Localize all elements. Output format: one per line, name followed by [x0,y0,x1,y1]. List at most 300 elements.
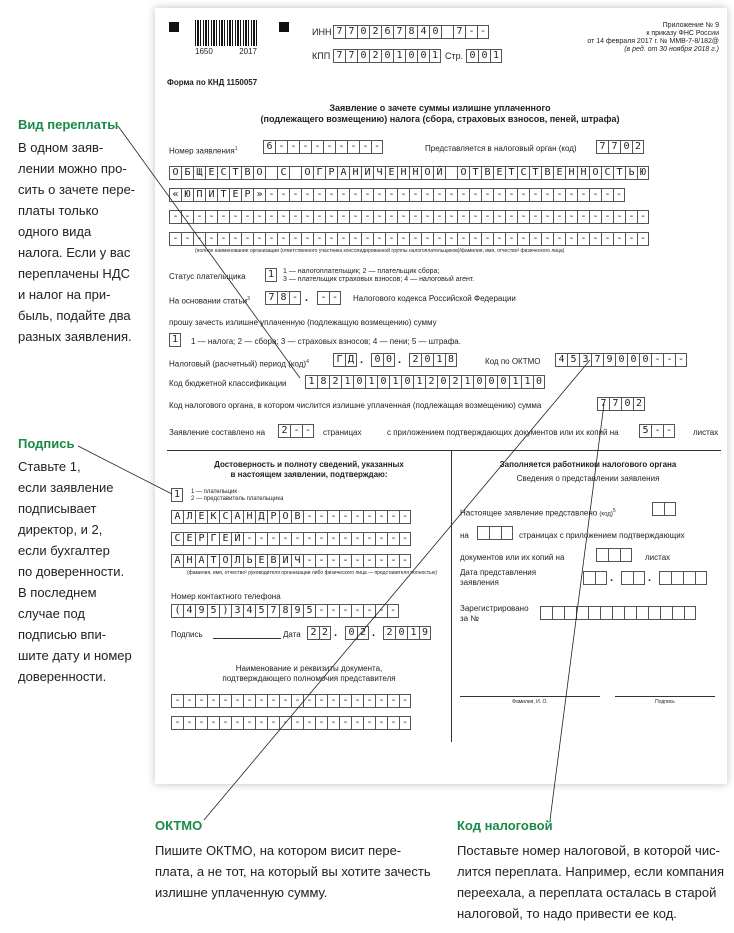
char-cell: - [171,716,183,730]
char-cell: - [349,232,361,246]
char-cell: С [517,166,529,180]
char-cell: - [327,510,339,524]
char-cell: - [229,210,241,224]
char-cell: - [375,694,387,708]
char-cell: - [387,532,399,546]
char-cell: 0 [620,140,632,154]
date-pres-label-line: заявления [460,578,499,587]
overpay-office-label: Код налогового органа, в котором числится излишне уплаченная (подлежащая возмещению) сумма [169,401,542,410]
char-cell: Н [565,166,577,180]
char-cell: - [327,716,339,730]
char-cell: - [457,188,469,202]
char-cell: - [375,716,387,730]
char-cell: 1 [407,626,419,640]
char-cell: - [373,188,385,202]
char-cell: - [399,554,411,568]
char-cell: - [327,604,339,618]
char-cell: - [457,232,469,246]
char-cell: - [493,188,505,202]
char-cell: В [241,166,253,180]
char-cell: - [433,210,445,224]
char-cell: - [385,232,397,246]
char-cell: - [265,188,277,202]
char-cell: - [183,716,195,730]
char-cell: - [363,554,375,568]
note-line: лении можно про- [18,161,127,176]
leader-tax-code [550,404,604,820]
char-cell: Н [409,166,421,180]
char-cell: - [351,554,363,568]
char-cell: - [373,210,385,224]
char-cell: 1 [389,375,401,389]
char-cell: - [613,232,625,246]
char-cell: ) [219,604,231,618]
kbk-label: Код бюджетной классификации [169,379,287,388]
char-cell: - [277,188,289,202]
char-cell: - [375,510,387,524]
char-cell: - [481,232,493,246]
char-cell: 6 [263,140,275,154]
char-cell: - [361,188,373,202]
char-cell: 1 [429,49,441,63]
char-cell: - [315,532,327,546]
footnote-mark: 4 [306,359,309,365]
char-cell: - [267,694,279,708]
char-cell: - [303,716,315,730]
char-cell: 2 [319,626,331,640]
char-cell: - [529,232,541,246]
char-cell: 2 [307,626,319,640]
char-cell: - [243,716,255,730]
char-cell: - [601,232,613,246]
char-cell: - [375,532,387,546]
appendix-line: Приложение № 9 [662,22,719,29]
note-signature-title: Подпись [18,436,75,451]
note-line: переехала, а переплата осталась в старой [457,885,717,900]
char-cell: 7 [333,49,345,63]
note-line: и налог на при- [18,287,111,302]
char-cell: Р [267,510,279,524]
char-cell: - [267,716,279,730]
char-cell: - [327,694,339,708]
char-cell: - [541,188,553,202]
char-cell: 0 [405,49,417,63]
char-cell: - [375,554,387,568]
sign-caption: Подпись [655,699,675,705]
char-cell: - [299,140,311,154]
char-cell: 2 [369,25,381,39]
char-cell: - [589,210,601,224]
char-cell: - [289,291,301,305]
char-cell: В [267,554,279,568]
char-cell: 0 [466,49,478,63]
char-cell: - [651,424,663,438]
kpp-label: КПП [312,51,331,61]
note-line: подписывает [18,501,97,516]
char-cell: 1 [265,268,277,282]
char-cell: - [303,532,315,546]
char-cell: - [205,232,217,246]
char-cell: - [349,210,361,224]
char-cell: - [325,210,337,224]
char-cell: 7 [345,49,357,63]
dot-separator: . [334,627,338,639]
dot-separator: . [372,627,376,639]
note-tax-code-title: Код налоговой [457,818,553,833]
char-cell: - [253,210,265,224]
char-cell: - [517,232,529,246]
note-line: налоговой, то надо привести ее код. [457,906,677,921]
char-cell: - [577,188,589,202]
char-cell: - [387,604,399,618]
char-cell: В [541,166,553,180]
char-cell: - [469,188,481,202]
char-cell: 9 [603,353,615,367]
char-cell: - [457,210,469,224]
char-cell: - [565,232,577,246]
char-cell: 1 [365,375,377,389]
right-block-sub: Сведения о представлении заявления [516,474,660,483]
char-cell: « [169,188,181,202]
char-cell: - [243,532,255,546]
char-cell: Т [207,554,219,568]
char-cell: - [541,232,553,246]
char-cell: А [231,510,243,524]
note-line: доверенности. [18,669,107,684]
char-cell: - [399,510,411,524]
char-cell: К [207,510,219,524]
char-cell: Е [255,554,267,568]
char-cell: - [313,210,325,224]
char-cell: Ю [181,188,193,202]
char-cell: - [541,210,553,224]
dot-separator: . [648,572,652,584]
type-options: 1 — налога; 2 — сбора; 3 — страховых взносов; 4 — пени; 5 — штрафа. [191,337,461,346]
char-cell: - [315,554,327,568]
char-cell: » [253,188,265,202]
char-cell: 6 [381,25,393,39]
char-cell: 1 [305,375,317,389]
on-suffix: страницах с приложением подтверждающих [519,531,685,540]
char-cell: - [337,232,349,246]
barcode-right: 2017 [239,47,257,56]
char-cell: 8 [279,604,291,618]
char-cell: - [637,232,649,246]
footnote-mark: 5 [612,508,616,514]
note-line: случае под [18,606,85,621]
char-cell: О [279,510,291,524]
sign-label: Подпись [171,630,203,639]
status-label: Статус плательщика [169,272,246,281]
char-cell: Ч [291,554,303,568]
char-cell: - [337,188,349,202]
char-cell: - [577,210,589,224]
char-cell: - [289,232,301,246]
leader-oktmo [204,360,590,820]
char-cell: - [169,210,181,224]
char-cell: - [445,232,457,246]
status-option: 3 — плательщик страховых взносов; 4 — налоговый агент. [283,276,475,283]
char-cell: Р [325,166,337,180]
char-cell: Е [229,188,241,202]
char-cell: - [469,210,481,224]
char-cell: - [675,353,687,367]
char-cell: - [315,716,327,730]
char-cell: О [421,166,433,180]
char-cell: - [315,694,327,708]
note-line: платы только [18,203,99,218]
char-cell: - [663,424,675,438]
char-cell: 1 [341,375,353,389]
app-number-label-text: Номер заявления [169,146,235,156]
char-cell: - [193,210,205,224]
char-cell: - [445,188,457,202]
char-cell: 1 [433,353,445,367]
note-line: Пишите ОКТМО, на котором висит пере- [155,843,402,858]
date-pres-label-line: Дата представления [460,568,537,577]
char-cell: - [267,532,279,546]
char-cell: - [183,694,195,708]
char-cell: О [301,166,313,180]
char-cell: - [289,188,301,202]
char-cell: 2 [449,375,461,389]
char-cell: И [361,166,373,180]
char-cell: - [651,353,663,367]
char-cell: - [279,532,291,546]
signer-option: 2 — представитель плательщика [191,496,284,502]
char-cell: - [601,188,613,202]
char-cell: И [205,188,217,202]
note-line: Поставьте номер налоговой, в которой чис- [457,843,720,858]
left-block-title-line: Достоверность и полноту сведений, указанных [214,460,404,469]
char-cell: - [207,694,219,708]
registered-label-line: за № [460,614,479,623]
char-cell: - [205,210,217,224]
char-cell: - [337,210,349,224]
char-cell: - [589,188,601,202]
article-label-text: На основании статьи [169,296,248,306]
char-cell: - [301,232,313,246]
char-cell: 0 [473,375,485,389]
char-cell: 1 [461,375,473,389]
char-cell: 4 [243,604,255,618]
char-cell: Н [243,510,255,524]
char-cell: - [217,210,229,224]
docs-suffix: листах [645,553,671,562]
char-cell: 7 [393,25,405,39]
char-cell: - [385,188,397,202]
char-cell: - [303,510,315,524]
char-cell: Ю [637,166,649,180]
char-cell: В [481,166,493,180]
char-cell: 0 [377,375,389,389]
date-label: Дата [283,630,301,639]
char-cell: - [181,232,193,246]
char-cell: 1 [393,49,405,63]
request-text: прошу зачесть излишне уплаченную (подлежащую возмещению) сумму [169,318,437,327]
char-cell: - [241,210,253,224]
attach-label: с приложением подтверждающих документов или их копий на [387,428,619,437]
form-title-line: Заявление о зачете суммы излишне уплаченного [329,103,551,113]
char-cell: Е [493,166,505,180]
char-cell: ( [171,604,183,618]
char-cell: - [169,232,181,246]
char-cell: 2 [278,424,290,438]
note-line: шите дату и номер [18,648,132,663]
char-cell: 7 [333,25,345,39]
footnote-mark: 1 [234,146,238,152]
char-cell: 2 [633,397,645,411]
char-cell: - [327,532,339,546]
status-option: 1 — налогоплательщик; 2 — плательщик сбора; [283,268,440,275]
note-line: если бухгалтер [18,543,110,558]
doc-title-line: подтверждающего полномочия представителя [222,674,396,683]
char-cell: - [287,140,299,154]
char-cell: О [253,166,265,180]
note-line: по доверенности. [18,564,125,579]
dot-separator: . [360,354,364,366]
char-cell: 0 [533,375,545,389]
article-suffix: Налогового кодекса Российской Федерации [353,294,516,303]
char-cell: - [195,716,207,730]
char-cell: - [325,188,337,202]
char-cell: - [255,694,267,708]
char-cell: - [637,210,649,224]
note-line: излишне уплаченную сумму. [155,885,328,900]
char-cell: - [387,694,399,708]
char-cell: - [347,140,359,154]
char-cell: - [219,694,231,708]
form-title-line: (подлежащего возмещению) налога (сбора, страховых взносов, пеней, штрафа) [260,114,620,124]
knd-label: Форма по КНД 1150057 [167,78,258,87]
char-cell: Е [205,166,217,180]
char-cell: - [325,232,337,246]
registered-label-line: Зарегистрировано [460,604,529,613]
char-cell: - [505,210,517,224]
char-cell: А [171,554,183,568]
char-cell: - [397,232,409,246]
char-cell: - [315,510,327,524]
char-cell: - [613,210,625,224]
note-line: подписью впи- [18,627,107,642]
char-cell: - [279,716,291,730]
char-cell: 2 [383,626,395,640]
pages-suffix: страницах [323,428,362,437]
char-cell: - [361,210,373,224]
leader-signature [78,446,172,494]
on-label: на [460,531,469,540]
char-cell: - [291,532,303,546]
char-cell: - [421,232,433,246]
char-cell: 2 [357,626,369,640]
char-cell: - [601,210,613,224]
char-cell: Й [433,166,445,180]
char-cell: - [335,140,347,154]
char-cell: - [565,210,577,224]
char-cell: Т [229,166,241,180]
char-cell: - [625,210,637,224]
char-cell: - [505,188,517,202]
char-cell: - [373,232,385,246]
tax-office-label: Представляется в налоговый орган (код) [425,144,577,153]
char-cell: Р [241,188,253,202]
char-cell: Ь [625,166,637,180]
char-cell: Т [469,166,481,180]
char-cell: - [363,604,375,618]
char-cell: 2 [369,49,381,63]
pages-label: Заявление составлено на [169,428,266,437]
char-cell: - [339,604,351,618]
char-cell: 9 [419,626,431,640]
org-caption: (полное наименование организации (ответственного участника консолидированной группы налогоплательщиков)/фамилия, имя, отчество² физического лица) [195,248,565,254]
right-block-title: Заполняется работником налогового органа [499,460,677,469]
char-cell: - [397,210,409,224]
char-cell: - [433,188,445,202]
char-cell: 0 [639,353,651,367]
phone-label: Номер контактного телефона [171,592,281,601]
char-cell: - [317,291,329,305]
char-cell: - [399,532,411,546]
char-cell: 8 [445,353,457,367]
char-cell: - [217,232,229,246]
char-cell: - [387,716,399,730]
char-cell: - [265,232,277,246]
char-cell: Г [333,353,345,367]
note-line: Ставьте 1, [18,459,81,474]
char-cell: 9 [195,604,207,618]
char-cell: Б [181,166,193,180]
char-cell: - [397,188,409,202]
char-cell: С [171,532,183,546]
char-cell: 0 [381,49,393,63]
char-cell: В [291,510,303,524]
char-cell: 5 [255,604,267,618]
char-cell: Н [183,554,195,568]
char-cell: 0 [621,397,633,411]
oktmo-label: Код по ОКТМО [485,357,541,366]
char-cell: - [387,510,399,524]
char-cell: 0 [485,375,497,389]
char-cell: 8 [405,25,417,39]
char-cell: 9 [291,604,303,618]
char-cell: Н [349,166,361,180]
char-cell: 2 [329,375,341,389]
page-label: Стр. [445,51,464,61]
char-cell: - [351,716,363,730]
char-cell: 5 [639,424,651,438]
char-cell: - [517,188,529,202]
char-cell: 0 [357,49,369,63]
char-cell: - [421,210,433,224]
dot-separator: . [305,292,309,304]
char-cell: 4 [555,353,567,367]
char-cell: - [207,716,219,730]
char-cell: Г [207,532,219,546]
char-cell: А [337,166,349,180]
char-cell: 7 [609,397,621,411]
char-cell: Р [195,532,207,546]
char-cell: 0 [437,375,449,389]
char-cell: Е [385,166,397,180]
char-cell: Е [219,532,231,546]
char-cell: - [529,188,541,202]
char-cell: Д [255,510,267,524]
char-cell: 1 [171,488,183,502]
char-cell: - [323,140,335,154]
char-cell: - [613,188,625,202]
char-cell: Е [553,166,565,180]
char-cell: - [493,232,505,246]
